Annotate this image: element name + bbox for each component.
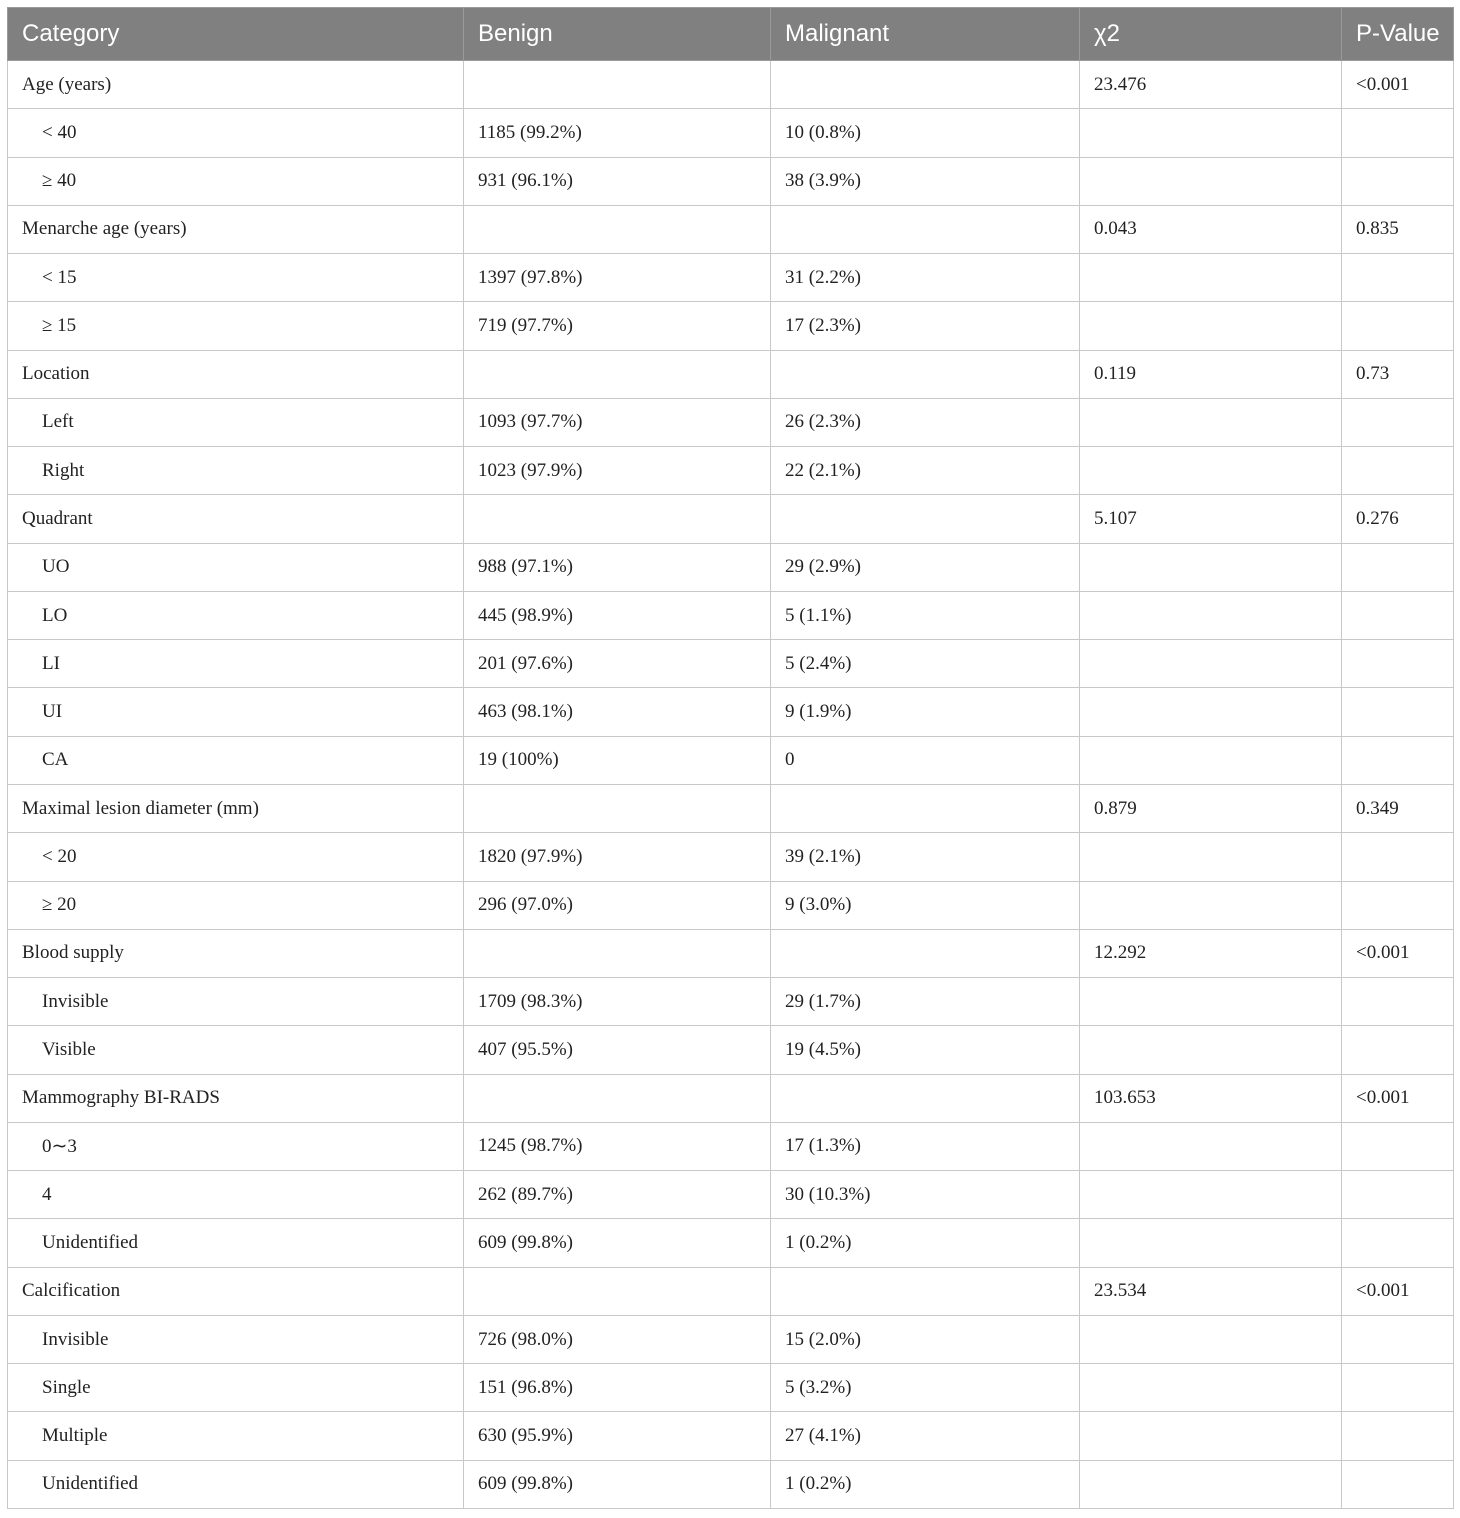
malignant-cell [771, 1074, 1080, 1122]
p-value-cell [1342, 1364, 1454, 1412]
p-value-cell [1342, 1219, 1454, 1267]
malignant-cell: 26 (2.3%) [771, 398, 1080, 446]
malignant-cell: 29 (1.7%) [771, 978, 1080, 1026]
chi-square-cell [1080, 978, 1342, 1026]
p-value-cell [1342, 302, 1454, 350]
benign-cell [464, 1267, 771, 1315]
table-row [8, 1171, 1454, 1219]
table-row [8, 1219, 1454, 1267]
category-cell: Blood supply [8, 929, 464, 977]
p-value-cell [1342, 688, 1454, 736]
malignant-cell: 5 (1.1%) [771, 591, 1080, 639]
table-body [8, 61, 1454, 1509]
category-cell: LO [8, 591, 464, 639]
malignant-cell: 5 (2.4%) [771, 640, 1080, 688]
chi-square-cell [1080, 833, 1342, 881]
chi-square-cell: 0.879 [1080, 784, 1342, 832]
table-row [8, 640, 1454, 688]
table-row [8, 157, 1454, 205]
table-row [8, 1026, 1454, 1074]
category-cell: 0∼3 [8, 1122, 464, 1170]
header-malignant: Malignant [771, 8, 1080, 61]
category-cell: Maximal lesion diameter (mm) [8, 784, 464, 832]
table-group-row [8, 1267, 1454, 1315]
category-cell: Unidentified [8, 1219, 464, 1267]
category-cell: UO [8, 543, 464, 591]
malignant-cell: 1 (0.2%) [771, 1460, 1080, 1508]
category-cell: < 40 [8, 109, 464, 157]
category-cell: Left [8, 398, 464, 446]
benign-cell: 1023 (97.9%) [464, 447, 771, 495]
malignant-cell: 9 (3.0%) [771, 881, 1080, 929]
p-value-cell [1342, 591, 1454, 639]
benign-cell: 1185 (99.2%) [464, 109, 771, 157]
chi-square-cell [1080, 1460, 1342, 1508]
benign-cell [464, 61, 771, 109]
data-table [7, 7, 1454, 1509]
category-cell: Unidentified [8, 1460, 464, 1508]
chi-square-cell [1080, 157, 1342, 205]
p-value-cell [1342, 109, 1454, 157]
p-value-cell [1342, 1171, 1454, 1219]
malignant-cell [771, 350, 1080, 398]
benign-cell: 630 (95.9%) [464, 1412, 771, 1460]
header-p-value: P-Value [1342, 8, 1454, 61]
chi-square-cell [1080, 1122, 1342, 1170]
malignant-cell: 5 (3.2%) [771, 1364, 1080, 1412]
malignant-cell [771, 1267, 1080, 1315]
p-value-cell: 0.276 [1342, 495, 1454, 543]
chi-square-cell [1080, 591, 1342, 639]
p-value-cell: 0.73 [1342, 350, 1454, 398]
p-value-cell: <0.001 [1342, 929, 1454, 977]
table-row [8, 543, 1454, 591]
p-value-cell [1342, 157, 1454, 205]
table-row [8, 736, 1454, 784]
benign-cell: 463 (98.1%) [464, 688, 771, 736]
chi-square-cell [1080, 1171, 1342, 1219]
benign-cell: 609 (99.8%) [464, 1460, 771, 1508]
benign-cell: 1093 (97.7%) [464, 398, 771, 446]
header-benign: Benign [464, 8, 771, 61]
malignant-cell: 17 (2.3%) [771, 302, 1080, 350]
header-chi-square: χ2 [1080, 8, 1342, 61]
table-group-row [8, 350, 1454, 398]
benign-cell: 407 (95.5%) [464, 1026, 771, 1074]
table-row [8, 881, 1454, 929]
benign-cell: 19 (100%) [464, 736, 771, 784]
table-row [8, 1412, 1454, 1460]
category-cell: Mammography BI-RADS [8, 1074, 464, 1122]
p-value-cell [1342, 398, 1454, 446]
category-cell: ≥ 15 [8, 302, 464, 350]
benign-cell: 609 (99.8%) [464, 1219, 771, 1267]
malignant-cell: 10 (0.8%) [771, 109, 1080, 157]
category-cell: Single [8, 1364, 464, 1412]
category-cell: ≥ 20 [8, 881, 464, 929]
category-cell: UI [8, 688, 464, 736]
benign-cell: 1245 (98.7%) [464, 1122, 771, 1170]
category-cell: < 15 [8, 254, 464, 302]
p-value-cell: <0.001 [1342, 1074, 1454, 1122]
chi-square-cell [1080, 640, 1342, 688]
category-cell: Invisible [8, 1315, 464, 1363]
p-value-cell [1342, 254, 1454, 302]
p-value-cell: <0.001 [1342, 61, 1454, 109]
table-row [8, 978, 1454, 1026]
malignant-cell: 9 (1.9%) [771, 688, 1080, 736]
p-value-cell [1342, 447, 1454, 495]
malignant-cell: 1 (0.2%) [771, 1219, 1080, 1267]
table-row [8, 833, 1454, 881]
benign-cell: 1397 (97.8%) [464, 254, 771, 302]
chi-square-cell: 103.653 [1080, 1074, 1342, 1122]
category-cell: Visible [8, 1026, 464, 1074]
chi-square-cell [1080, 688, 1342, 736]
chi-square-cell: 0.043 [1080, 205, 1342, 253]
malignant-cell: 31 (2.2%) [771, 254, 1080, 302]
chi-square-cell: 12.292 [1080, 929, 1342, 977]
malignant-cell: 15 (2.0%) [771, 1315, 1080, 1363]
malignant-cell: 29 (2.9%) [771, 543, 1080, 591]
table-row [8, 688, 1454, 736]
table-row [8, 1460, 1454, 1508]
p-value-cell [1342, 1026, 1454, 1074]
benign-cell: 988 (97.1%) [464, 543, 771, 591]
header-row [8, 8, 1454, 61]
benign-cell: 719 (97.7%) [464, 302, 771, 350]
chi-square-cell [1080, 881, 1342, 929]
p-value-cell: 0.349 [1342, 784, 1454, 832]
chi-square-cell [1080, 1412, 1342, 1460]
chi-square-cell [1080, 109, 1342, 157]
table-group-row [8, 784, 1454, 832]
category-cell: Invisible [8, 978, 464, 1026]
category-cell: Age (years) [8, 61, 464, 109]
chi-square-cell [1080, 1219, 1342, 1267]
table-row [8, 109, 1454, 157]
malignant-cell [771, 929, 1080, 977]
p-value-cell: 0.835 [1342, 205, 1454, 253]
benign-cell: 445 (98.9%) [464, 591, 771, 639]
malignant-cell: 30 (10.3%) [771, 1171, 1080, 1219]
chi-square-cell: 5.107 [1080, 495, 1342, 543]
table-row [8, 1315, 1454, 1363]
p-value-cell [1342, 1412, 1454, 1460]
benign-cell: 151 (96.8%) [464, 1364, 771, 1412]
chi-square-cell [1080, 447, 1342, 495]
malignant-cell [771, 205, 1080, 253]
malignant-cell: 27 (4.1%) [771, 1412, 1080, 1460]
benign-cell: 296 (97.0%) [464, 881, 771, 929]
benign-cell: 1820 (97.9%) [464, 833, 771, 881]
category-cell: Calcification [8, 1267, 464, 1315]
p-value-cell [1342, 1460, 1454, 1508]
category-cell: 4 [8, 1171, 464, 1219]
table-group-row [8, 1074, 1454, 1122]
p-value-cell [1342, 640, 1454, 688]
chi-square-cell [1080, 398, 1342, 446]
p-value-cell [1342, 736, 1454, 784]
p-value-cell [1342, 1315, 1454, 1363]
chi-square-cell: 0.119 [1080, 350, 1342, 398]
benign-cell [464, 784, 771, 832]
chi-square-cell [1080, 543, 1342, 591]
table-row [8, 447, 1454, 495]
table-row [8, 398, 1454, 446]
chi-square-cell [1080, 1315, 1342, 1363]
benign-cell: 931 (96.1%) [464, 157, 771, 205]
category-cell: CA [8, 736, 464, 784]
chi-square-cell [1080, 1364, 1342, 1412]
malignant-cell: 17 (1.3%) [771, 1122, 1080, 1170]
table-row [8, 1122, 1454, 1170]
malignant-cell [771, 61, 1080, 109]
table-group-row [8, 495, 1454, 543]
chi-square-cell [1080, 736, 1342, 784]
p-value-cell [1342, 543, 1454, 591]
malignant-cell: 19 (4.5%) [771, 1026, 1080, 1074]
category-cell: ≥ 40 [8, 157, 464, 205]
chi-square-cell: 23.534 [1080, 1267, 1342, 1315]
chi-square-cell [1080, 302, 1342, 350]
category-cell: Menarche age (years) [8, 205, 464, 253]
table-group-row [8, 929, 1454, 977]
table-row [8, 302, 1454, 350]
category-cell: Location [8, 350, 464, 398]
header-category: Category [8, 8, 464, 61]
category-cell: Multiple [8, 1412, 464, 1460]
chi-square-cell: 23.476 [1080, 61, 1342, 109]
benign-cell [464, 205, 771, 253]
table-header [8, 8, 1454, 61]
p-value-cell [1342, 978, 1454, 1026]
malignant-cell [771, 784, 1080, 832]
benign-cell: 201 (97.6%) [464, 640, 771, 688]
table-group-row [8, 61, 1454, 109]
benign-cell [464, 1074, 771, 1122]
category-cell: LI [8, 640, 464, 688]
category-cell: Quadrant [8, 495, 464, 543]
p-value-cell [1342, 1122, 1454, 1170]
p-value-cell: <0.001 [1342, 1267, 1454, 1315]
table-row [8, 254, 1454, 302]
category-cell: Right [8, 447, 464, 495]
malignant-cell: 0 [771, 736, 1080, 784]
benign-cell [464, 350, 771, 398]
chi-square-cell [1080, 254, 1342, 302]
benign-cell: 1709 (98.3%) [464, 978, 771, 1026]
category-cell: < 20 [8, 833, 464, 881]
p-value-cell [1342, 833, 1454, 881]
p-value-cell [1342, 881, 1454, 929]
table-row [8, 591, 1454, 639]
benign-cell [464, 929, 771, 977]
table-row [8, 1364, 1454, 1412]
malignant-cell: 22 (2.1%) [771, 447, 1080, 495]
table-group-row [8, 205, 1454, 253]
chi-square-cell [1080, 1026, 1342, 1074]
malignant-cell: 38 (3.9%) [771, 157, 1080, 205]
benign-cell: 262 (89.7%) [464, 1171, 771, 1219]
benign-cell: 726 (98.0%) [464, 1315, 771, 1363]
malignant-cell [771, 495, 1080, 543]
malignant-cell: 39 (2.1%) [771, 833, 1080, 881]
benign-cell [464, 495, 771, 543]
